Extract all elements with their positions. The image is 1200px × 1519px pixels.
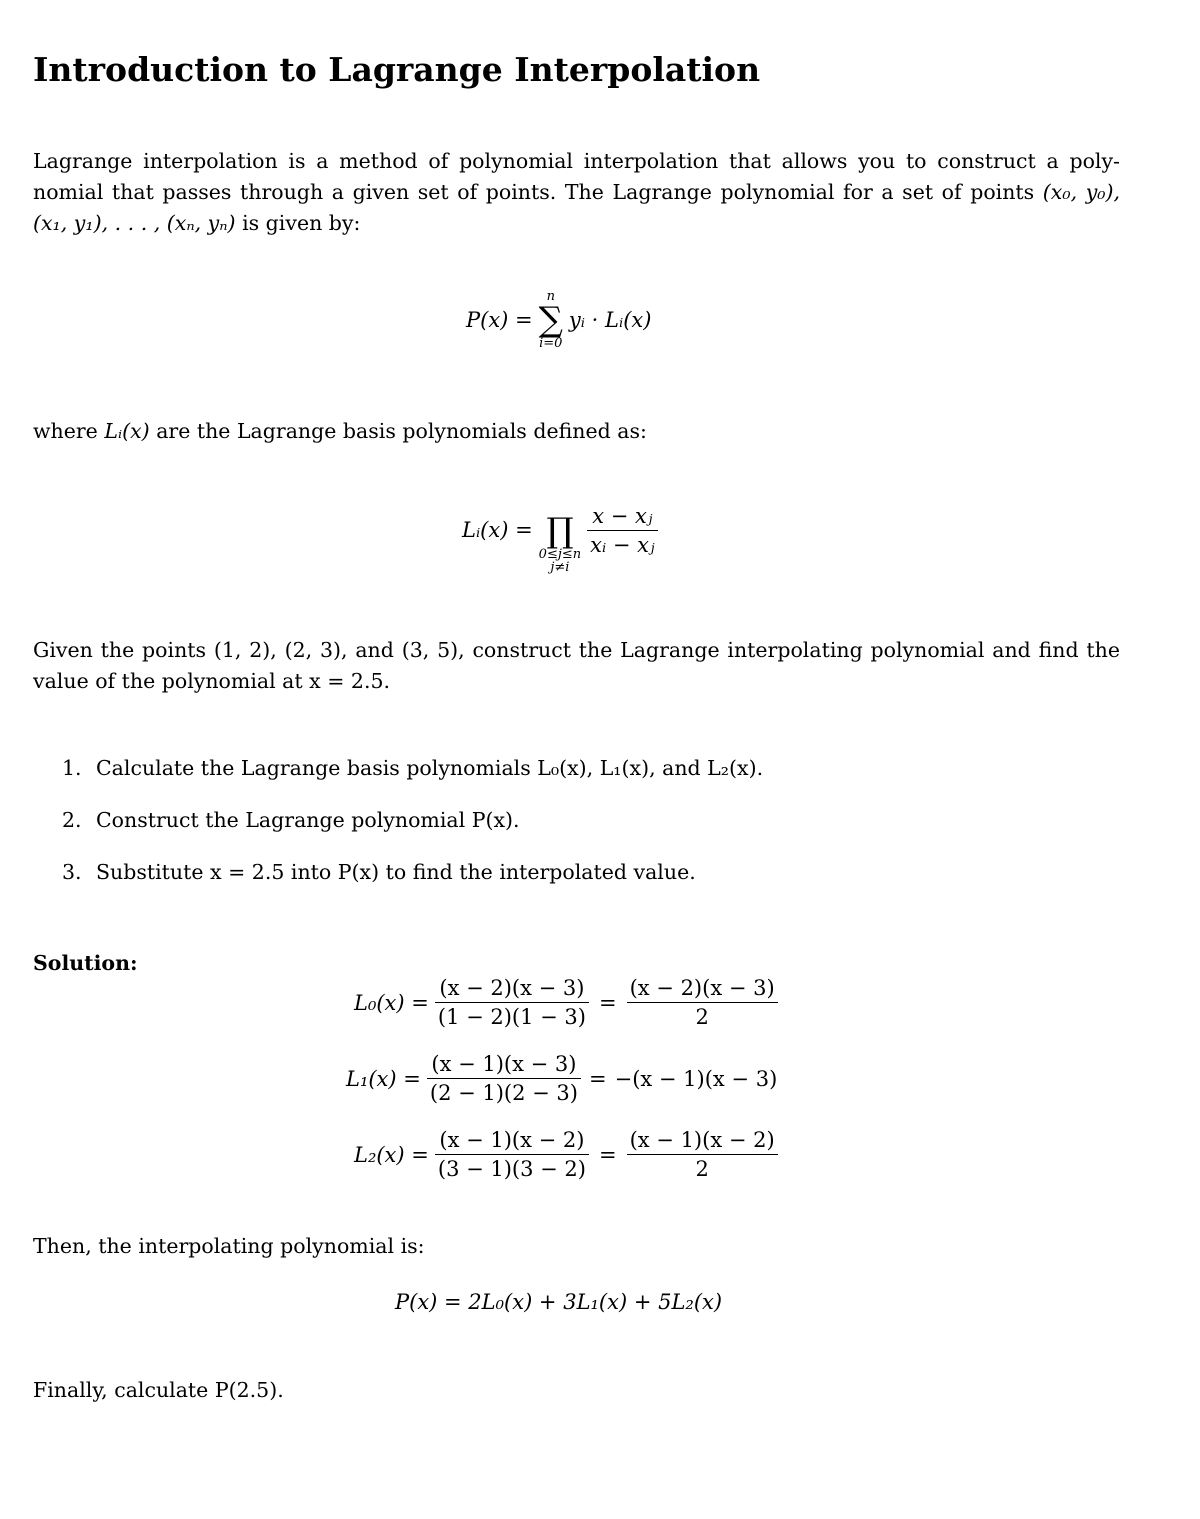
sum-upper-limit: n <box>546 289 555 304</box>
row-result-fraction <box>627 976 778 1029</box>
finally-text: Finally, calculate P(2.5). <box>33 1378 284 1402</box>
equation-lhs: Lᵢ(x) = <box>462 518 533 542</box>
basis-fraction <box>587 504 657 557</box>
step-number: 3. <box>62 860 82 884</box>
interpolating-polynomial-equation: P(x) = 2L₀(x) + 3L₁(x) + 5L₂(x) <box>395 1290 723 1314</box>
product-operator <box>538 511 582 575</box>
intro-text: Lagrange interpolation is a method of polynomial interpolation that allows you to construct a poly-nomial that passes through a given set of points. The Lagrange polynomial for a set of points <box>33 149 1120 204</box>
sigma-icon: ∑ <box>538 300 563 340</box>
then-text: Then, the interpolating polynomial is: <box>33 1234 425 1258</box>
intro-paragraph <box>33 146 1120 239</box>
step-text: Construct the Lagrange polynomial P(x). <box>96 808 520 832</box>
equation-basis-product <box>462 500 658 575</box>
step-text: Calculate the Lagrange basis polynomials L₀(x), L₁(x), and L₂(x). <box>96 756 764 780</box>
row-lhs: L₀(x) = <box>354 990 429 1015</box>
row-denominator: (2 − 1)(2 − 3) <box>429 1081 578 1105</box>
equation-p-sum <box>466 290 651 350</box>
row-result-expression: −(x − 1)(x − 3) <box>614 1066 778 1091</box>
row-numerator: (x − 2)(x − 3) <box>435 976 589 1003</box>
basis-expression: Lᵢ(x) <box>104 419 150 443</box>
where-paragraph <box>33 416 647 447</box>
problem-paragraph: Given the points (1, 2), (2, 3), and (3, 5), construct the Lagrange interpolating polynomial and find the value of the polynomial at x = 2.5. <box>33 638 1120 693</box>
step-text: Substitute x = 2.5 into P(x) to find the interpolated value. <box>96 860 696 884</box>
list-item <box>62 756 763 780</box>
fraction-numerator: x − xⱼ <box>587 504 657 531</box>
row-result-fraction <box>627 1128 778 1181</box>
row-result-denominator: 2 <box>695 1157 709 1181</box>
summation-operator <box>539 290 563 350</box>
row-numerator: (x − 1)(x − 2) <box>435 1128 589 1155</box>
row-fraction <box>435 1128 589 1181</box>
row-fraction <box>435 976 589 1029</box>
row-equals: = <box>598 990 617 1015</box>
where-text-end: are the Lagrange basis polynomials defined as: <box>156 419 647 443</box>
equation-lhs: P(x) = <box>466 308 533 332</box>
row-lhs: L₂(x) = <box>354 1142 429 1167</box>
row-lhs: L₁(x) = <box>346 1066 421 1091</box>
step-number: 1. <box>62 756 82 780</box>
row-denominator: (3 − 1)(3 − 2) <box>437 1157 586 1181</box>
solution-row-l0 <box>354 976 778 1029</box>
solution-row-l1 <box>346 1052 777 1105</box>
points-expression: (x₀, y₀), (x₁, y₁), . . . , (xₙ, yₙ) <box>33 180 1121 235</box>
list-item <box>62 808 520 832</box>
row-numerator: (x − 1)(x − 3) <box>427 1052 581 1079</box>
row-result-numerator: (x − 2)(x − 3) <box>627 976 778 1003</box>
row-denominator: (1 − 2)(1 − 3) <box>437 1005 586 1029</box>
sum-lower-limit: i=0 <box>539 336 563 351</box>
summation-term: yᵢ · Lᵢ(x) <box>568 308 652 332</box>
row-equals: = <box>588 1066 607 1091</box>
product-limit-range: 0≤j≤n <box>538 547 582 562</box>
row-result-numerator: (x − 1)(x − 2) <box>627 1128 778 1155</box>
solution-label: Solution: <box>33 951 138 975</box>
solution-row-l2 <box>354 1128 778 1181</box>
page-title: Introduction to Lagrange Interpolation <box>33 50 761 89</box>
product-limit-exclusion: j≠i <box>550 560 570 575</box>
list-item <box>62 860 696 884</box>
fraction-denominator: xᵢ − xⱼ <box>590 532 655 557</box>
pi-product-icon: ∏ <box>546 511 574 551</box>
intro-text-end: is given by: <box>242 211 361 235</box>
row-fraction <box>427 1052 581 1105</box>
row-equals: = <box>598 1142 617 1167</box>
row-result-denominator: 2 <box>695 1005 709 1029</box>
where-text: where <box>33 419 98 443</box>
step-number: 2. <box>62 808 82 832</box>
